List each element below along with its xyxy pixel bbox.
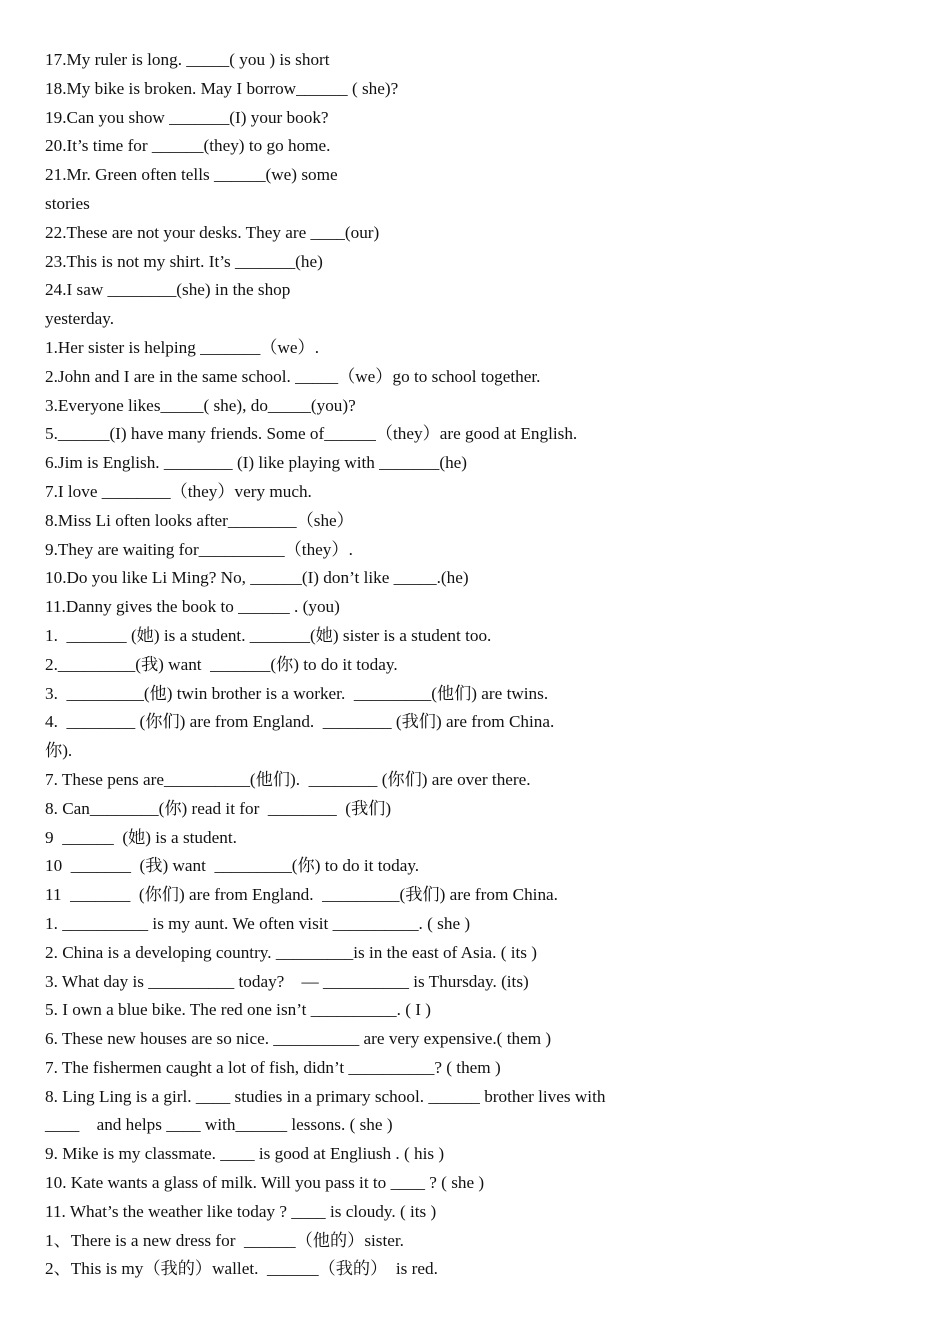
exercise-line: 23.This is not my shirt. It’s _______(he): [45, 251, 323, 271]
exercise-line: 18.My bike is broken. May I borrow______ ( she)?: [45, 78, 399, 98]
exercise-line: 9.They are waiting for__________（they）.: [45, 539, 353, 559]
exercise-line: 2、This is my（我的）wallet. ______（我的） is red.: [45, 1259, 438, 1279]
exercise-line: 3. _________(他) twin brother is a worker. _________(他们) are twins.: [45, 683, 549, 703]
exercise-line: 1. __________ is my aunt. We often visit __________. ( she ): [45, 913, 471, 933]
exercise-line: 2.John and I are in the same school. _____（we）go to school together.: [45, 366, 541, 386]
exercise-line: 5. I own a blue bike. The red one isn’t __________. ( I ): [45, 1000, 432, 1020]
exercise-line: 20.It’s time for ______(they) to go home.: [45, 136, 331, 156]
exercise-line: 9. Mike is my classmate. ____ is good at Engliush . ( his ): [45, 1144, 445, 1164]
exercise-line: 8.Miss Li often looks after________（she）: [45, 510, 354, 530]
exercise-line: 19.Can you show _______(I) your book?: [45, 107, 329, 127]
exercise-line: 1、There is a new dress for ______（他的）sister.: [45, 1230, 404, 1250]
exercise-line: 4. ________ (你们) are from England. ________ (我们) are from China.: [45, 712, 555, 732]
exercise-line-continuation: ____ and helps ____ with______ lessons. ( she ): [45, 1115, 393, 1135]
exercise-line-continuation: stories: [45, 193, 90, 213]
exercise-line: 7. These pens are__________(他们). ________ (你们) are over there.: [45, 769, 531, 789]
exercise-line: 1.Her sister is helping _______（we）.: [45, 337, 320, 357]
exercise-line: 10 _______ (我) want _________(你) to do it today.: [45, 856, 420, 876]
exercise-line: 11 _______ (你们) are from England. _________(我们) are from China.: [45, 885, 558, 905]
exercise-line: 11.Danny gives the book to ______ . (you): [45, 597, 340, 617]
exercise-line: 2._________(我) want _______(你) to do it today.: [45, 654, 398, 674]
exercise-line: 24.I saw ________(she) in the shop: [45, 280, 291, 300]
exercise-line: 2. China is a developing country. _________is in the east of Asia. ( its ): [45, 942, 537, 962]
exercise-line: 22.These are not your desks. They are ____(our): [45, 222, 380, 242]
exercise-line: 11. What’s the weather like today ? ____ is cloudy. ( its ): [45, 1201, 437, 1221]
exercise-line: 6. These new houses are so nice. __________ are very expensive.( them ): [45, 1029, 552, 1049]
exercise-line: 5.______(I) have many friends. Some of______（they）are good at English.: [45, 424, 578, 444]
exercise-line: 9 ______ (她) is a student.: [45, 827, 237, 847]
exercise-line: 10. Kate wants a glass of milk. Will you pass it to ____ ? ( she ): [45, 1173, 485, 1193]
exercise-line: 8. Can________(你) read it for ________ (我们): [45, 798, 392, 818]
exercise-line: 8. Ling Ling is a girl. ____ studies in a primary school. ______ brother lives with: [45, 1086, 606, 1106]
exercise-line: 1. _______ (她) is a student. _______(她) sister is a student too.: [45, 625, 492, 645]
exercise-line: 17.My ruler is long. _____( you ) is short: [45, 50, 330, 69]
exercise-line: 6.Jim is English. ________ (I) like playing with _______(he): [45, 453, 468, 473]
exercise-line: 21.Mr. Green often tells ______(we) some: [45, 165, 338, 185]
exercise-line: 3.Everyone likes_____( she), do_____(you)?: [45, 395, 356, 415]
exercise-line: 7.I love ________（they）very much.: [45, 481, 312, 501]
exercise-line-continuation: 你).: [45, 741, 73, 761]
worksheet: [45, 46, 925, 1284]
exercise-line: 7. The fishermen caught a lot of fish, didn’t __________? ( them ): [45, 1057, 501, 1077]
exercise-line: 10.Do you like Li Ming? No, ______(I) don’t like _____.(he): [45, 568, 469, 588]
exercise-line: 3. What day is __________ today? — __________ is Thursday. (its): [45, 971, 529, 991]
exercise-line-continuation: yesterday.: [45, 309, 115, 329]
